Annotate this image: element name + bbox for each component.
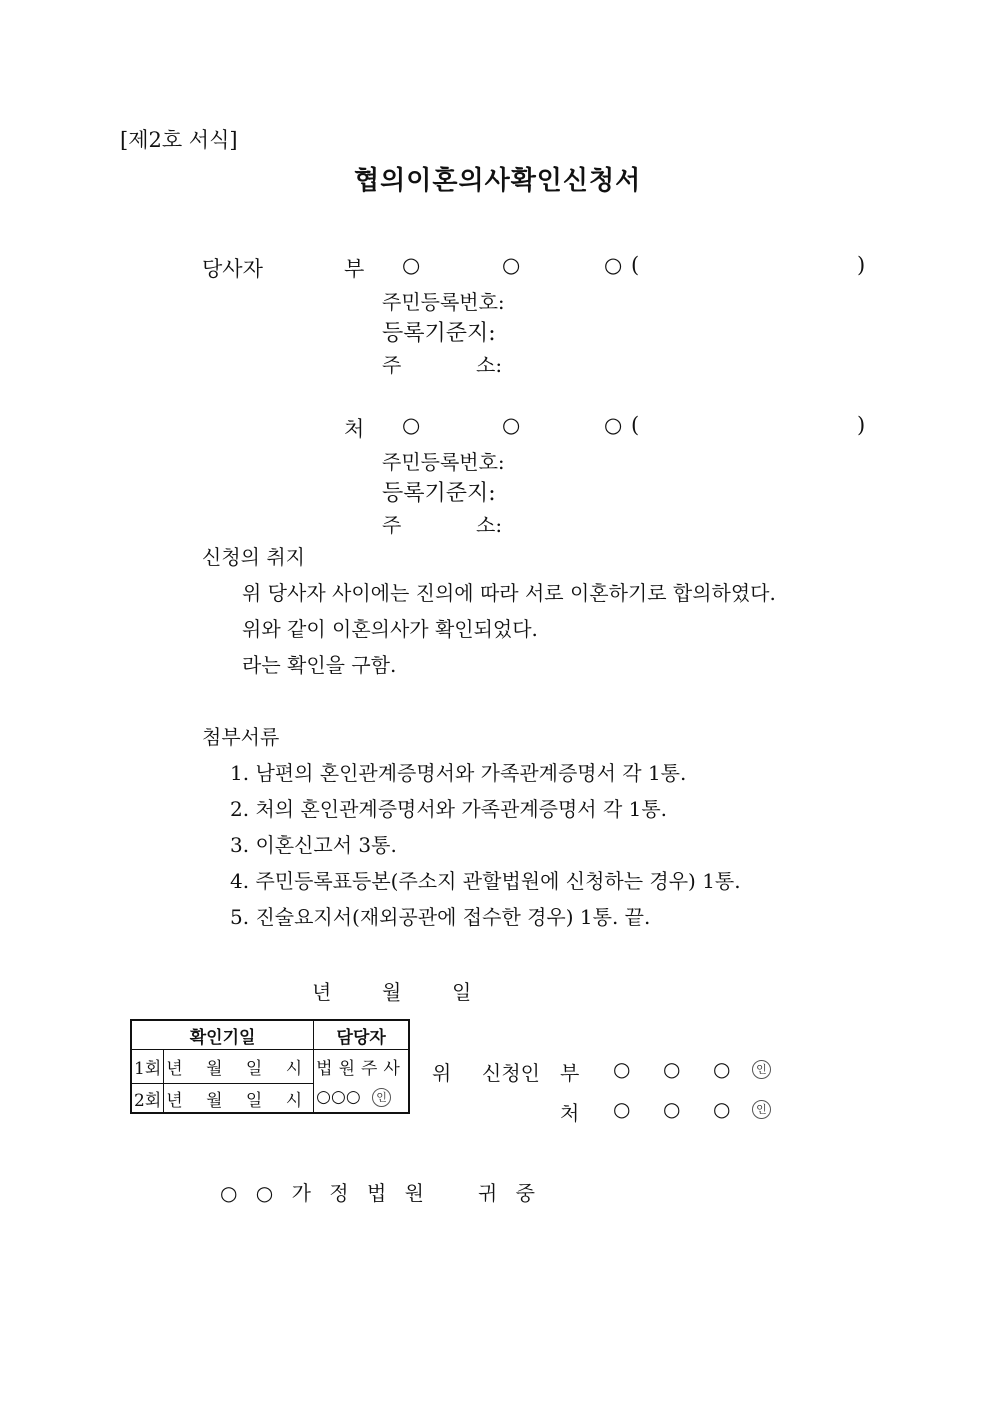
applicant-wife-label: 처 <box>560 1101 580 1125</box>
confirmation-date-table <box>130 1019 410 1114</box>
applicant-husband-seal-icon: 인 <box>752 1059 771 1079</box>
document-title: 협의이혼의사확인신청서 <box>354 166 642 196</box>
officer-signature <box>316 1087 406 1107</box>
date-year: 년 <box>312 980 332 1004</box>
applicant-husband-mark-1: ○ <box>613 1057 631 1081</box>
applicant-husband-label: 부 <box>560 1061 580 1085</box>
addressee-honorific: 귀 중 <box>478 1181 541 1205</box>
applicant-label: 신청인 <box>482 1061 540 1085</box>
husband-address-label-2: 소: <box>476 353 503 377</box>
husband-paren-close: ) <box>857 253 866 277</box>
husband-name-mark-3: ○ <box>604 253 623 277</box>
wife-reg-base-label: 등록기준지: <box>382 481 496 506</box>
wife-label: 처 <box>344 417 365 441</box>
form-number: [제2호 서식] <box>120 128 238 152</box>
applicant-wife-mark-1: ○ <box>613 1097 631 1121</box>
wife-name-mark-1: ○ <box>402 413 421 437</box>
husband-name-mark-1: ○ <box>402 253 421 277</box>
wife-resident-no-label: 주민등록번호: <box>382 450 505 474</box>
husband-address-label-1: 주 <box>382 353 402 377</box>
purpose-line-2: 위와 같이 이혼의사가 확인되었다. <box>242 617 538 641</box>
round-2-label: 2회 <box>131 1084 164 1114</box>
attachment-item-1: 1. 남편의 혼인관계증명서와 가족관계증명서 각 1통. <box>230 761 687 785</box>
applicant-wife-mark-2: ○ <box>663 1097 681 1121</box>
addressee-court: ○ ○ 가 정 법 원 <box>220 1181 430 1205</box>
purpose-heading: 신청의 취지 <box>202 545 305 569</box>
round-2-date: 년 월 일 시 <box>164 1084 314 1114</box>
wife-address-label-1: 주 <box>382 513 402 537</box>
wife-paren-open: ( <box>631 413 640 437</box>
date-month: 월 <box>382 980 402 1004</box>
round-1-date: 년 월 일 시 <box>164 1050 314 1084</box>
attachments-heading: 첨부서류 <box>202 725 280 749</box>
husband-label: 부 <box>344 257 365 281</box>
attachment-item-2: 2. 처의 혼인관계증명서와 가족관계증명서 각 1통. <box>230 797 668 821</box>
round-1-label: 1회 <box>131 1050 164 1084</box>
officer-header: 담당자 <box>314 1020 410 1050</box>
purpose-line-3: 라는 확인을 구함. <box>242 653 397 677</box>
attachment-item-3: 3. 이혼신고서 3통. <box>230 833 397 857</box>
officer-name: ○○○ <box>316 1087 361 1107</box>
date-day: 일 <box>452 980 472 1004</box>
attachment-item-5: 5. 진술요지서(재외공관에 접수한 경우) 1통. 끝. <box>230 905 651 929</box>
applicant-wife-mark-3: ○ <box>713 1097 731 1121</box>
applicant-wife-seal-icon: 인 <box>752 1099 771 1119</box>
applicant-husband-mark-2: ○ <box>663 1057 681 1081</box>
husband-resident-no-label: 주민등록번호: <box>382 290 505 314</box>
husband-paren-open: ( <box>631 253 640 277</box>
husband-reg-base-label: 등록기준지: <box>382 321 496 346</box>
officer-title: 법원주사 <box>316 1059 406 1079</box>
applicant-husband-mark-3: ○ <box>713 1057 731 1081</box>
wife-paren-close: ) <box>857 413 866 437</box>
parties-label: 당사자 <box>202 257 263 281</box>
husband-name-mark-2: ○ <box>502 253 521 277</box>
officer-seal-icon: 인 <box>372 1088 391 1107</box>
wife-address-label-2: 소: <box>476 513 503 537</box>
confirm-date-header: 확인기일 <box>131 1020 314 1050</box>
officer-cell <box>314 1050 410 1114</box>
purpose-line-1: 위 당사자 사이에는 진의에 따라 서로 이혼하기로 합의하였다. <box>242 581 776 605</box>
wife-name-mark-3: ○ <box>604 413 623 437</box>
wife-name-mark-2: ○ <box>502 413 521 437</box>
applicant-prefix: 위 <box>432 1061 452 1085</box>
attachment-item-4: 4. 주민등록표등본(주소지 관할법원에 신청하는 경우) 1통. <box>230 869 741 893</box>
